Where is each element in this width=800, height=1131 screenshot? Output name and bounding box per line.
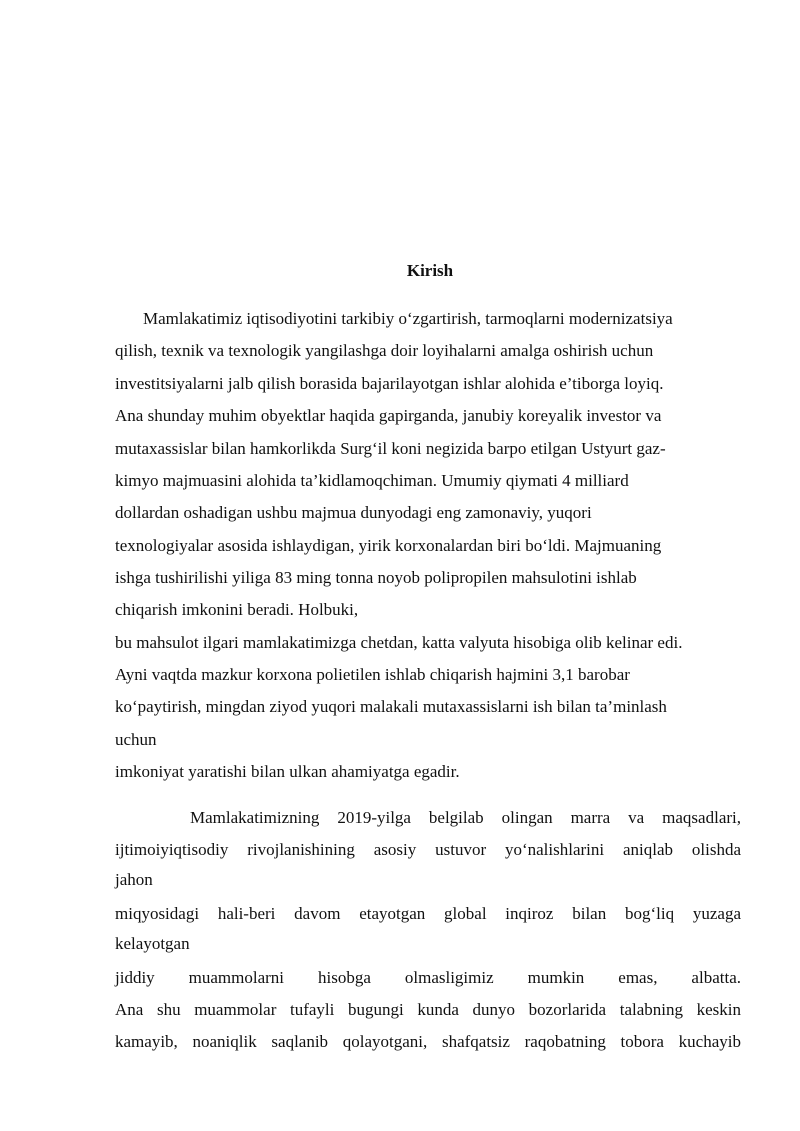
paragraph-2-line-3: jahon (115, 870, 153, 889)
paragraph-1-line-7: dollardan oshadigan ushbu majmua dunyodagi eng zamonaviy, yuqori (115, 503, 592, 522)
paragraph-1-line-10: chiqarish imkonini beradi. Holbuki, (115, 600, 359, 619)
paragraph-1-line-8: texnologiyalar asosida ishlaydigan, yirik korxonalardan biri bo‘ldi. Majmuaning (115, 536, 662, 555)
paragraph-1-line-5: mutaxassislar bilan hamkorlikda Surg‘il koni negizida barpo etilgan Ustyurt gaz- (115, 439, 666, 458)
paragraph-1-line-12: Ayni vaqtda mazkur korxona polietilen ishlab chiqarish hajmini 3,1 barobar (115, 665, 630, 684)
paragraph-2-line-5: kelayotgan (115, 934, 190, 953)
paragraph-1-line-15: imkoniyat yaratishi bilan ulkan ahamiyatga egadir. (115, 762, 460, 781)
paragraph-1-line-13: ko‘paytirish, mingdan ziyod yuqori malakali mutaxassislarni ish bilan ta’minlash (115, 697, 667, 716)
document-title: Kirish (406, 261, 454, 280)
paragraph-2-line-1: Mamlakatimizning 2019-yilga belgilab olingan marra va maqsadlari, (190, 808, 741, 827)
paragraph-1-line-4: Ana shunday muhim obyektlar haqida gapirganda, janubiy koreyalik investor va (115, 406, 662, 425)
paragraph-2-line-2: ijtimoiyiqtisodiy rivojlanishining asosiy ustuvor yo‘nalishlarini aniqlab olishda (115, 840, 741, 859)
paragraph-1-line-1: Mamlakatimiz iqtisodiyotini tarkibiy o‘zgartirish, tarmoqlarni modernizatsiya (143, 309, 673, 328)
paragraph-2-line-7: Ana shu muammolar tufayli bugungi kunda dunyo bozorlarida talabning keskin (115, 1000, 741, 1019)
paragraph-2-line-4: miqyosidagi hali-beri davom etayotgan global inqiroz bilan bog‘liq yuzaga (115, 904, 741, 923)
paragraph-1-line-2: qilish, texnik va texnologik yangilashga doir loyihalarni amalga oshirish uchun (115, 341, 654, 360)
paragraph-1-line-6: kimyo majmuasini alohida ta’kidlamoqchiman. Umumiy qiymati 4 milliard (115, 471, 629, 490)
paragraph-1-line-14: uchun (115, 730, 157, 749)
paragraph-2-line-8: kamayib, noaniqlik saqlanib qolayotgani, shafqatsiz raqobatning tobora kuchayib (115, 1032, 741, 1051)
paragraph-1-line-9: ishga tushirilishi yiliga 83 ming tonna noyob polipropilen mahsulotini ishlab (115, 568, 637, 587)
paragraph-1-line-11: bu mahsulot ilgari mamlakatimizga chetdan, katta valyuta hisobiga olib kelinar edi. (115, 633, 683, 652)
paragraph-2-line-6: jiddiy muammolarni hisobga olmasligimiz mumkin emas, albatta. (115, 968, 741, 987)
paragraph-1-line-3: investitsiyalarni jalb qilish borasida bajarilayotgan ishlar alohida e’tiborga loyiq. (115, 374, 664, 393)
